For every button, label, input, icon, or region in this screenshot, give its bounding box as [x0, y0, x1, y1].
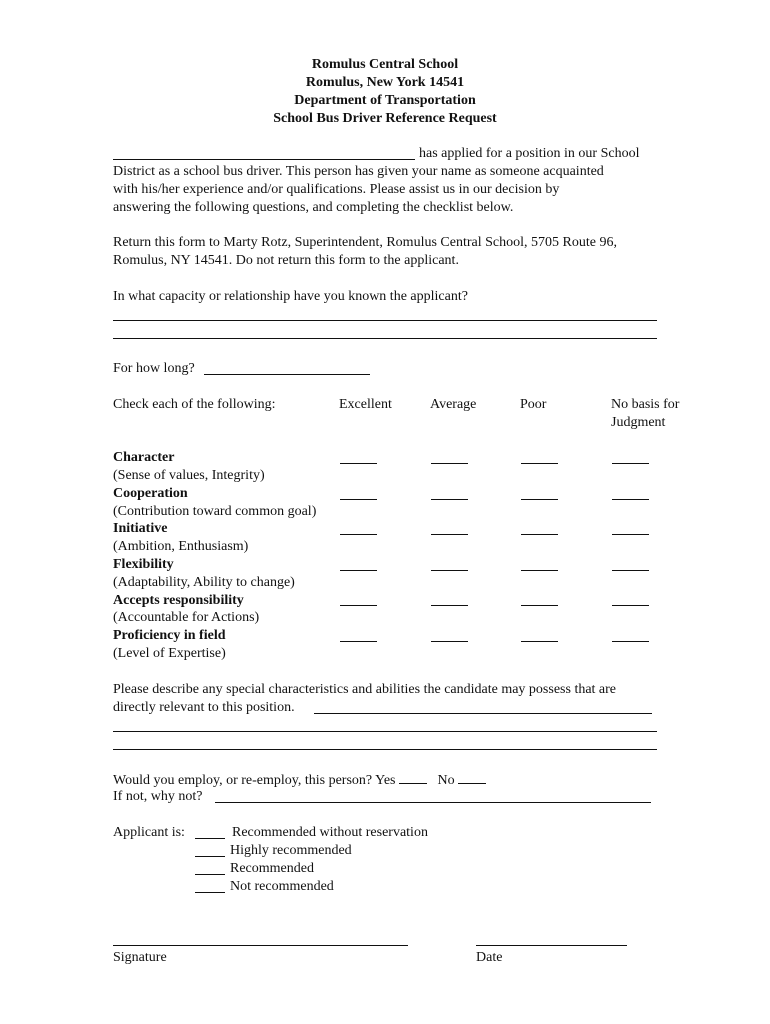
rating-checkbox[interactable] [340, 499, 377, 500]
return-line-2: Romulus, NY 14541. Do not return this form to the applicant. [113, 253, 459, 268]
recommend-field[interactable] [195, 856, 225, 857]
rating-checkbox[interactable] [612, 499, 649, 500]
employ-yes-field[interactable] [399, 770, 427, 784]
rating-checkbox[interactable] [340, 641, 377, 642]
employ-no-label: No [437, 773, 455, 788]
rating-checkbox[interactable] [340, 534, 377, 535]
checklist-instruction: Check each of the following: [113, 397, 276, 412]
employ-no-field[interactable] [458, 770, 486, 784]
rating-checkbox[interactable] [612, 463, 649, 464]
special-line-1: Please describe any special characteristics and abilities the candidate may possess that are [113, 682, 617, 697]
applicant-name-field[interactable] [113, 159, 415, 160]
return-line-1: Return this form to Marty Rotz, Superintendent, Romulus Central School, 5705 Route 96, [113, 235, 617, 250]
trait-name: Proficiency in field [113, 628, 226, 643]
recommend-option: Highly recommended [230, 843, 352, 858]
column-excellent: Excellent [339, 397, 392, 412]
special-answer-line-2[interactable] [113, 731, 657, 732]
special-answer-line-3[interactable] [113, 749, 657, 750]
rating-checkbox[interactable] [521, 570, 558, 571]
signature-label: Signature [113, 950, 167, 965]
intro-line-1: has applied for a position in our School [419, 146, 640, 161]
recommend-option: Recommended [230, 861, 314, 876]
rating-checkbox[interactable] [521, 499, 558, 500]
trait-desc: (Level of Expertise) [113, 646, 226, 661]
rating-checkbox[interactable] [521, 463, 558, 464]
why-not-label: If not, why not? [113, 789, 203, 804]
capacity-answer-line-1[interactable] [113, 320, 657, 321]
capacity-question: In what capacity or relationship have you known the applicant? [113, 289, 468, 304]
column-poor: Poor [520, 397, 547, 412]
school-address: Romulus, New York 14541 [305, 75, 465, 90]
rating-checkbox[interactable] [431, 534, 468, 535]
trait-name: Initiative [113, 521, 168, 536]
trait-desc: (Adaptability, Ability to change) [113, 575, 295, 590]
trait-name: Cooperation [113, 486, 188, 501]
rating-checkbox[interactable] [431, 570, 468, 571]
recommend-option: Recommended without reservation [232, 825, 428, 840]
recommend-field[interactable] [195, 838, 225, 839]
special-line-2: directly relevant to this position. [113, 700, 295, 715]
rating-checkbox[interactable] [612, 641, 649, 642]
trait-desc: (Contribution toward common goal) [113, 504, 317, 519]
signature-field[interactable] [113, 945, 408, 946]
trait-desc: (Sense of values, Integrity) [113, 468, 265, 483]
department-name: Department of Transportation [294, 93, 476, 108]
date-label: Date [476, 950, 503, 965]
column-judgment: Judgment [611, 415, 666, 430]
trait-name: Flexibility [113, 557, 174, 572]
how-long-field[interactable] [204, 374, 370, 375]
trait-name: Accepts responsibility [113, 593, 244, 608]
school-name: Romulus Central School [311, 57, 459, 72]
rating-checkbox[interactable] [612, 605, 649, 606]
date-field[interactable] [476, 945, 627, 946]
rating-checkbox[interactable] [340, 463, 377, 464]
special-answer-line-1[interactable] [314, 713, 652, 714]
intro-line-4: answering the following questions, and completing the checklist below. [113, 200, 514, 215]
form-title: School Bus Driver Reference Request [273, 111, 497, 126]
recommend-option: Not recommended [230, 879, 334, 894]
employ-yes-label: Yes [375, 773, 396, 788]
applicant-is-label: Applicant is: [113, 825, 185, 840]
employ-question: Would you employ, or re-employ, this person? [113, 773, 373, 788]
capacity-answer-line-2[interactable] [113, 338, 657, 339]
rating-checkbox[interactable] [521, 534, 558, 535]
intro-line-2: District as a school bus driver. This person has given your name as someone acquainted [113, 164, 604, 179]
rating-checkbox[interactable] [612, 534, 649, 535]
column-no-basis: No basis for [611, 397, 680, 412]
rating-checkbox[interactable] [431, 463, 468, 464]
how-long-label: For how long? [113, 361, 195, 376]
recommend-field[interactable] [195, 874, 225, 875]
rating-checkbox[interactable] [521, 641, 558, 642]
rating-checkbox[interactable] [431, 641, 468, 642]
rating-checkbox[interactable] [431, 605, 468, 606]
trait-desc: (Ambition, Enthusiasm) [113, 539, 249, 554]
employ-row [113, 770, 486, 790]
recommend-field[interactable] [195, 892, 225, 893]
rating-checkbox[interactable] [612, 570, 649, 571]
trait-name: Character [113, 450, 175, 465]
rating-checkbox[interactable] [431, 499, 468, 500]
rating-checkbox[interactable] [340, 605, 377, 606]
rating-checkbox[interactable] [340, 570, 377, 571]
intro-line-3: with his/her experience and/or qualifications. Please assist us in our decision by [113, 182, 560, 197]
why-not-field[interactable] [215, 802, 651, 803]
trait-desc: (Accountable for Actions) [113, 610, 260, 625]
column-average: Average [430, 397, 477, 412]
rating-checkbox[interactable] [521, 605, 558, 606]
